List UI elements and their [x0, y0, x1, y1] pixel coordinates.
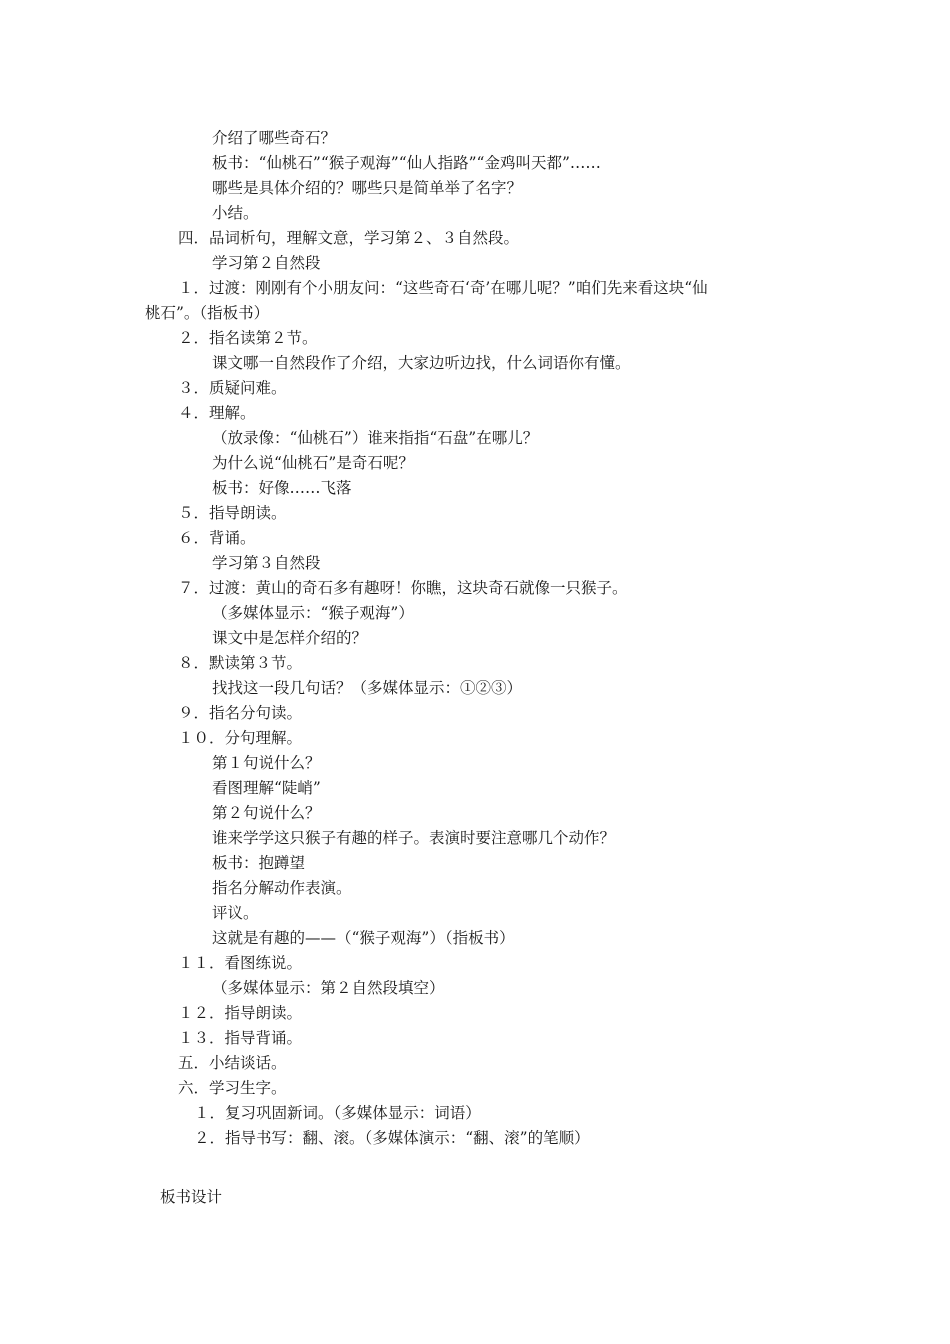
section-heading: 六．学习生字。: [178, 1079, 287, 1097]
text-line: 课文中是怎样介绍的？: [212, 629, 368, 647]
text-line: １．复习巩固新词。（多媒体显示：词语）: [194, 1104, 481, 1122]
board-design-title: 板书设计: [160, 1188, 223, 1206]
text-line: 第２句说什么？: [212, 804, 321, 822]
text-line: 为什么说“仙桃石”是奇石呢？: [212, 454, 414, 472]
text-line: 哪些是具体介绍的？哪些只是简单举了名字？: [212, 179, 523, 197]
text-line: 谁来学学这只猴子有趣的样子。表演时要注意哪几个动作？: [212, 829, 616, 847]
text-line: ９．指名分句读。: [178, 704, 303, 722]
text-line: １１．看图练说。: [178, 954, 303, 972]
subsection-heading: 学习第３自然段: [212, 554, 321, 572]
text-line: 桃石”。（指板书）: [145, 304, 270, 322]
text-line: １３．指导背诵。: [178, 1029, 303, 1047]
text-line: ３．质疑问难。: [178, 379, 287, 397]
text-line: 板书：抱蹲望: [212, 854, 306, 872]
text-line: 评议。: [212, 904, 259, 922]
section-heading: 五．小结谈话。: [178, 1054, 287, 1072]
text-line: 板书：“仙桃石”“猴子观海”“仙人指路”“金鸡叫天都”……: [212, 154, 601, 172]
text-line: １．过渡：刚刚有个小朋友问：“这些奇石‘奇’在哪儿呢？”咱们先来看这块“仙: [178, 279, 708, 297]
text-line: （多媒体显示：第２自然段填空）: [212, 979, 445, 997]
text-line: 小结。: [212, 204, 259, 222]
text-line: 这就是有趣的——（“猴子观海”）（指板书）: [212, 929, 515, 947]
text-line: １０．分句理解。: [178, 729, 303, 747]
section-heading: 四．品词析句，理解文意，学习第２、３自然段。: [178, 229, 520, 247]
text-line: 第１句说什么？: [212, 754, 321, 772]
text-line: ８．默读第３节。: [178, 654, 303, 672]
text-line: ７．过渡：黄山的奇石多有趣呀！你瞧，这块奇石就像一只猴子。: [178, 579, 628, 597]
text-line: 板书：好像……飞落: [212, 479, 352, 497]
text-line: （放录像：“仙桃石”）谁来指指“石盘”在哪儿？: [212, 429, 539, 447]
text-line: 指名分解动作表演。: [212, 879, 352, 897]
text-line: 课文哪一自然段作了介绍，大家边听边找，什么词语你有懂。: [212, 354, 631, 372]
text-line: １２．指导朗读。: [178, 1004, 303, 1022]
text-line: ５．指导朗读。: [178, 504, 287, 522]
text-line: ６．背诵。: [178, 529, 256, 547]
subsection-heading: 学习第２自然段: [212, 254, 321, 272]
text-line: ２．指名读第２节。: [178, 329, 318, 347]
text-line: 找找这一段几句话？（多媒体显示：①②③）: [212, 679, 523, 697]
text-line: 看图理解“陡峭”: [212, 779, 321, 797]
text-line: ２．指导书写：翻、滚。（多媒体演示：“翻、滚”的笔顺）: [194, 1129, 590, 1147]
text-line: （多媒体显示：“猴子观海”）: [212, 604, 414, 622]
text-line: 介绍了哪些奇石？: [212, 129, 337, 147]
text-line: ４．理解。: [178, 404, 256, 422]
